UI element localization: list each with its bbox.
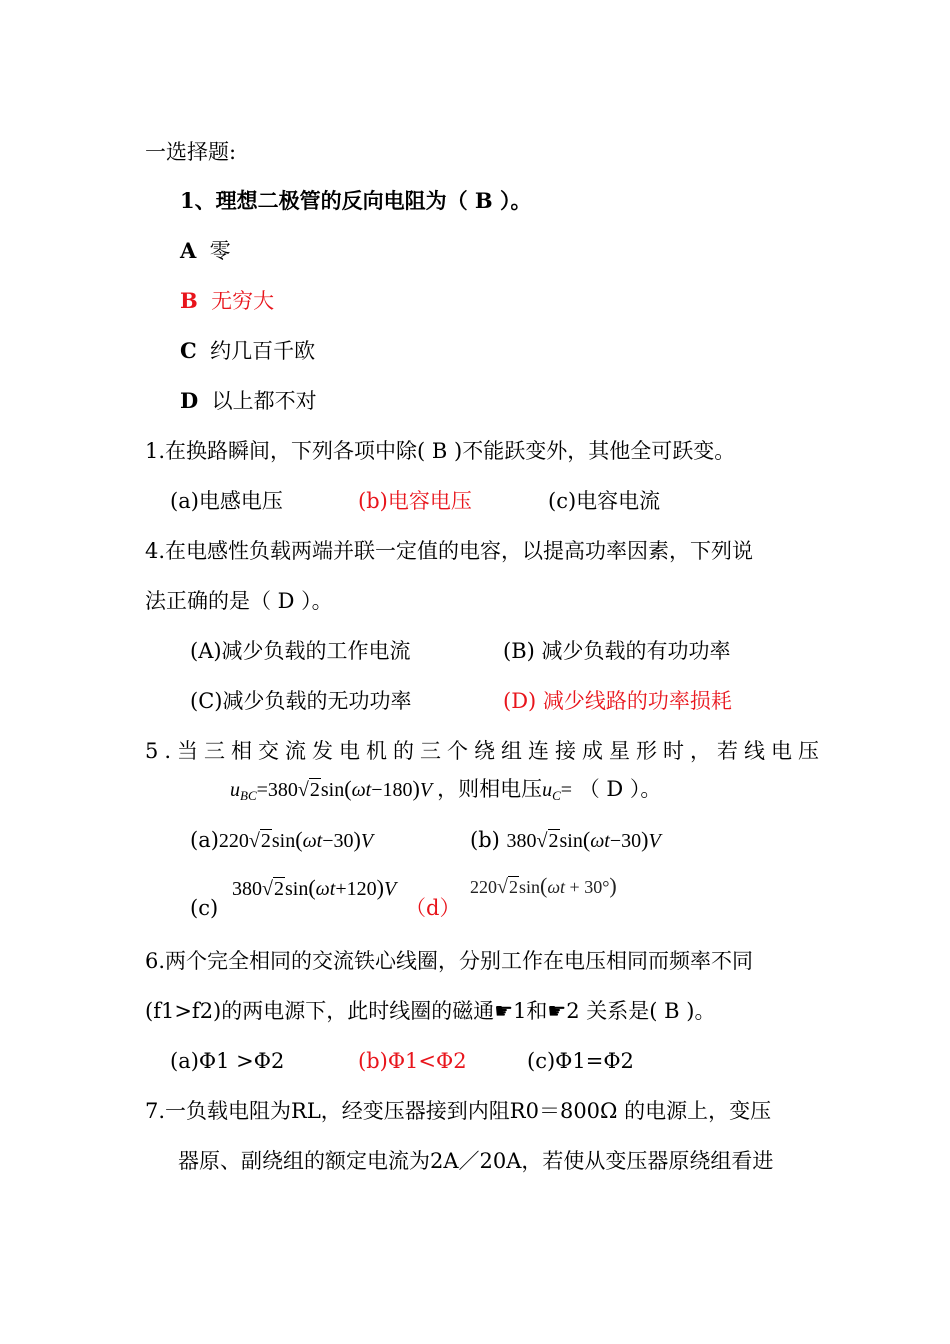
q5a-fn: sin bbox=[271, 830, 296, 852]
ubc-formula: $u_{BC}=380√2\sin(\omega t-180)V$ bbox=[230, 776, 433, 803]
q5-answer-text: （ D ）。 bbox=[578, 777, 662, 801]
q5a-arg-rest: −30 bbox=[322, 830, 354, 852]
ubc-coef: =380 bbox=[256, 779, 298, 801]
question-6-stem-line2: (f1>f2)的两电源下，此时线圈的磁通☛1和☛2 关系是( B )。 bbox=[145, 999, 716, 1023]
section-title: 一选择题: bbox=[145, 140, 237, 164]
q1-option-a-letter: A bbox=[180, 238, 197, 263]
uc-sub: C bbox=[552, 788, 561, 803]
q1-option-d-text: 以上都不对 bbox=[211, 389, 317, 413]
q2-option-b: (b)电容电压 bbox=[358, 489, 472, 513]
q1-option-a bbox=[180, 237, 231, 265]
q5-option-d-formula: 220√2sin(ωt + 30°) bbox=[470, 872, 617, 901]
q5c-coef: 380 bbox=[232, 878, 262, 900]
q5c-arg-rest: +120 bbox=[335, 878, 377, 900]
q5a-rad: 2 bbox=[260, 830, 271, 852]
q4-option-d: (D) 减少线路的功率损耗 bbox=[503, 689, 732, 713]
q5-option-c-label: (c) bbox=[190, 896, 219, 920]
ubc-unit: V bbox=[419, 779, 433, 801]
q1-option-c-text: 约几百千欧 bbox=[210, 339, 316, 363]
q5d-fn: sin bbox=[518, 877, 540, 897]
question-5-stem-line2 bbox=[230, 775, 661, 810]
ubc-fn: sin bbox=[320, 779, 345, 801]
q5a-sqrt: √2 bbox=[248, 830, 271, 852]
q5d-sqrt: √2 bbox=[497, 876, 518, 898]
q5c-fn: sin bbox=[284, 878, 309, 900]
q5-option-b-formula: 380√2sin(ωt−30)V bbox=[507, 830, 661, 852]
q6-option-b: (b)Φ1<Φ2 bbox=[358, 1049, 467, 1073]
q5b-fn: sin bbox=[559, 830, 583, 852]
q5b-arg-rest: −30 bbox=[609, 830, 642, 852]
question-6-stem-line1: 6.两个完全相同的交流铁心线圈，分别工作在电压相同而频率不同 bbox=[145, 949, 754, 973]
q1-option-b-letter: B bbox=[180, 288, 198, 313]
q5d-coef: 220 bbox=[470, 877, 497, 897]
ubc-var: u bbox=[230, 779, 240, 801]
q2-option-a: (a)电感电压 bbox=[170, 489, 283, 513]
q5-option-a-formula: 220√2sin(ωt−30)V bbox=[219, 830, 373, 852]
ubc-sub: BC bbox=[240, 788, 257, 803]
q5d-arg-rest: + 30° bbox=[565, 877, 610, 897]
q5a-unit: V bbox=[360, 830, 374, 852]
q5-option-a-label: (a) bbox=[190, 828, 219, 852]
q5-option-a bbox=[190, 826, 373, 855]
question-2-stem: 1.在换路瞬间，下列各项中除( B )不能跃变外，其他全可跃变。 bbox=[145, 439, 736, 463]
q5a-coef: 220 bbox=[218, 830, 249, 852]
q6-option-c: (c)Φ1=Φ2 bbox=[527, 1049, 634, 1073]
q1-option-b-text: 无穷大 bbox=[211, 289, 275, 313]
q5-option-d-label: （d） bbox=[405, 896, 461, 920]
q1-option-c-letter: C bbox=[180, 338, 197, 363]
q5d-arg-var: ωt bbox=[547, 877, 566, 897]
q5c-arg-var: ωt bbox=[315, 878, 336, 900]
ubc-rad: 2 bbox=[309, 779, 320, 801]
q5-option-c-formula: 380√2sin(ωt+120)V bbox=[232, 874, 396, 903]
q5b-rad: 2 bbox=[548, 830, 559, 852]
q1-option-c bbox=[180, 337, 315, 365]
q5-mid-text: ，则相电压 bbox=[437, 777, 543, 801]
q1-option-b bbox=[180, 287, 274, 315]
question-4-stem-line2: 法正确的是（ D ）。 bbox=[145, 589, 333, 613]
q1-option-a-text: 零 bbox=[209, 239, 231, 263]
question-4-stem-line1: 4.在电感性负载两端并联一定值的电容，以提高功率因素，下列说 bbox=[145, 539, 754, 563]
q4-option-c: (C)减少负载的无功功率 bbox=[190, 689, 412, 713]
q5b-sqrt: √2 bbox=[536, 830, 559, 852]
question-5-stem-line1: 5.当三相交流发电机的三个绕组连接成星形时，若线电压 bbox=[145, 739, 826, 763]
q4-option-b: (B) 减少负载的有功功率 bbox=[503, 639, 731, 663]
q5a-arg-var: ωt bbox=[302, 830, 323, 852]
question-7-stem-line2: 器原、副绕组的额定电流为2A／20A，若使从变压器原绕组看进 bbox=[178, 1149, 774, 1173]
uc-eq: = bbox=[560, 779, 573, 801]
q1-option-d-letter: D bbox=[180, 388, 199, 413]
q5d-rad: 2 bbox=[508, 877, 518, 897]
q5c-sqrt: √2 bbox=[262, 878, 284, 900]
q5b-coef: 380 bbox=[506, 830, 537, 852]
q5c-unit: V bbox=[383, 878, 397, 900]
q4-option-a: (A)减少负载的工作电流 bbox=[190, 639, 411, 663]
q5-option-b-label: (b) bbox=[470, 828, 500, 852]
q6-option-a: (a)Φ1 >Φ2 bbox=[170, 1049, 285, 1073]
q5b-unit: V bbox=[648, 830, 661, 852]
q5b-arg-var: ωt bbox=[590, 830, 610, 852]
uc-symbol bbox=[542, 779, 572, 801]
question-1-stem: 1、理想二极管的反向电阻为（ B ）。 bbox=[180, 188, 532, 213]
ubc-arg-rest: −180 bbox=[371, 779, 413, 801]
uc-var: u bbox=[542, 779, 553, 801]
q5c-rad: 2 bbox=[273, 878, 284, 900]
ubc-arg-var: ωt bbox=[351, 779, 372, 801]
ubc-sqrt: √2 bbox=[297, 779, 320, 801]
question-7-stem-line1: 7.一负载电阻为RL，经变压器接到内阻R0＝800Ω 的电源上，变压 bbox=[145, 1099, 772, 1123]
q1-option-d bbox=[180, 387, 317, 415]
q5-option-b bbox=[470, 826, 661, 855]
q2-option-c: (c)电容电流 bbox=[548, 489, 661, 513]
